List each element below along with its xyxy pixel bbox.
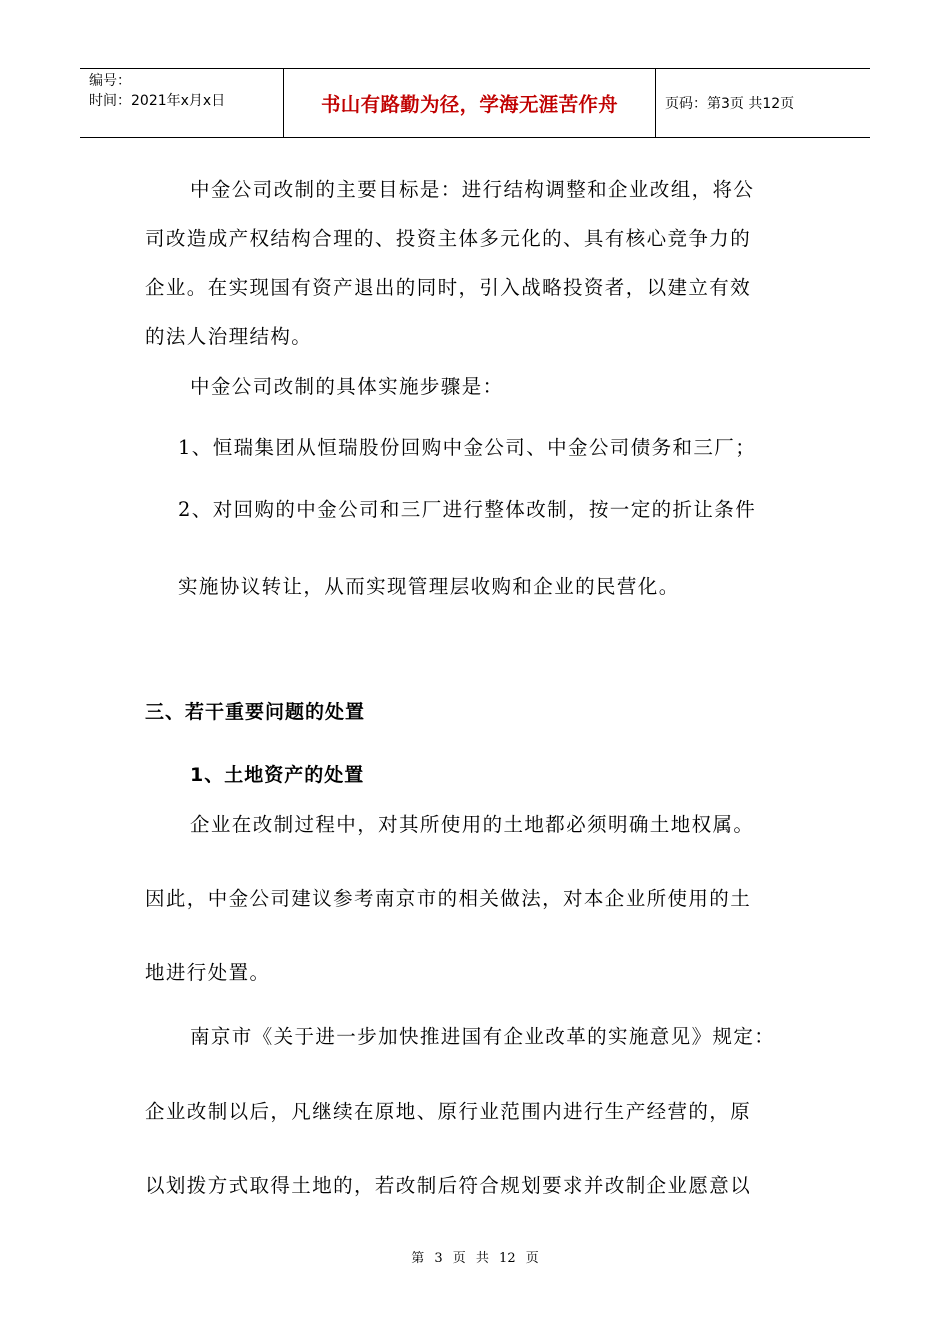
list-item: 2、对回购的中金公司和三厂进行整体改制，按一定的折让条件	[178, 498, 757, 521]
number-label: 编号：	[89, 73, 131, 89]
header-motto: 书山有路勤为径，学海无涯苦作舟	[320, 93, 618, 116]
time-label: 时间：2021年x月x日	[89, 93, 226, 109]
subsection-heading: 1、土地资产的处置	[190, 764, 365, 786]
header-motto-cell	[283, 69, 656, 137]
list-item: 1、恒瑞集团从恒瑞股份回购中金公司、中金公司债务和三厂；	[178, 436, 757, 459]
paragraph-line: 以划拨方式取得土地的，若改制后符合规划要求并改制企业愿意以	[145, 1174, 752, 1197]
paragraph-line: 企业在改制过程中，对其所使用的土地都必须明确土地权属。	[190, 813, 755, 836]
document-header	[80, 68, 870, 138]
paragraph-line: 的法人治理结构。	[145, 325, 313, 348]
paragraph-line: 地进行处置。	[145, 961, 271, 984]
paragraph-line: 中金公司改制的具体实施步骤是：	[190, 375, 504, 398]
section-heading: 三、若干重要问题的处置	[145, 701, 366, 723]
paragraph-line: 企业。在实现国有资产退出的同时，引入战略投资者，以建立有效	[145, 276, 752, 299]
paragraph-line: 中金公司改制的主要目标是：进行结构调整和企业改组，将公	[190, 178, 755, 201]
list-item-continuation: 实施协议转让，从而实现管理层收购和企业的民营化。	[178, 575, 680, 598]
page-footer: 第 3 页 共 12 页	[411, 1251, 539, 1266]
paragraph-line: 因此，中金公司建议参考南京市的相关做法，对本企业所使用的土	[145, 887, 752, 910]
paragraph-line: 企业改制以后，凡继续在原地、原行业范围内进行生产经营的，原	[145, 1100, 752, 1123]
header-page-info: 页码：第3页 共12页	[665, 96, 795, 112]
paragraph-line: 南京市《关于进一步加快推进国有企业改革的实施意见》规定：	[190, 1025, 776, 1048]
paragraph-line: 司改造成产权结构合理的、投资主体多元化的、具有核心竞争力的	[145, 227, 752, 250]
header-meta	[80, 69, 283, 137]
